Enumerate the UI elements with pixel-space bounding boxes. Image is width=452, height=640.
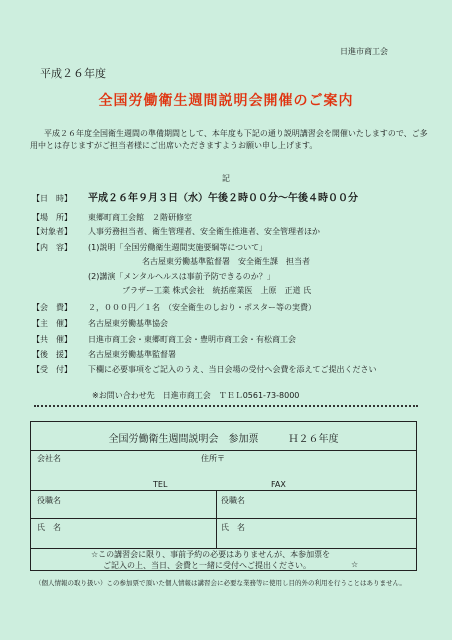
fee-label: 【会 費】 (32, 303, 72, 312)
position-field-1[interactable]: 役職名 (37, 496, 61, 505)
support-label: 【後 援】 (32, 350, 72, 359)
position-field-2[interactable]: 役職名 (221, 496, 245, 505)
target-value: 人事労務担当者、衛生管理者、安全衛生推進者、安全管理者ほか (88, 227, 320, 236)
content-line3: (2)講演「メンタルヘルスは事前予防できるのか？」 (88, 272, 275, 281)
ki-heading: 記 (222, 174, 230, 183)
date-value: 平成２６年９月３日（水）午後２時００分～午後４時００分 (88, 193, 358, 204)
reception-row (32, 364, 432, 404)
date-label: 【日 時】 (32, 194, 72, 203)
form-note-2: ご記入の上、当日、会費と一緒に受付へご提出ください。 (103, 561, 311, 570)
cohost-value: 日進市商工会・東郷町商工会・豊明市商工会・有松商工会 (88, 335, 296, 344)
form-divider (31, 450, 416, 451)
page-title: 全国労働衛生週間説明会開催のご案内 (98, 93, 354, 109)
tel-label[interactable]: TEL (153, 480, 168, 489)
fiscal-year: 平成２６年度 (40, 67, 106, 80)
content-row (32, 242, 432, 298)
reception-label: 【受 付】 (32, 365, 72, 374)
content-label: 【内 容】 (32, 243, 72, 252)
form-divider (31, 490, 416, 491)
intro-text: 平成２６年度全国衛生週間の準備期間として、本年度も下記の通り説明講習会を開催いたしますので、ご多用中とは存じますがご担当者様にご出席いただきますようお願い申し上げます。 (30, 129, 428, 150)
organizer-top: 日進市商工会 (340, 47, 388, 56)
form-column-divider (216, 490, 217, 548)
privacy-note: （個人情報の取り扱い）この参加票で頂いた個人情報は講習会に必要な業務等に使用し目的外の利用を行うことはありません。 (35, 579, 406, 587)
company-label[interactable]: 会社名 (37, 454, 61, 463)
content-line4: ブラザー工業 株式会社 統括産業医 上原 正道 氏 (122, 286, 312, 295)
fax-label[interactable]: FAX (271, 480, 286, 489)
host-value: 名古屋東労働基準協会 (88, 319, 168, 328)
name-field-1[interactable]: 氏 名 (37, 523, 61, 532)
registration-form (30, 421, 417, 571)
reception-line2: ※お問い合わせ先 日進市商工会 ＴＥＬ0561-73-8000 (92, 391, 300, 400)
cohost-label: 【共 催】 (32, 335, 72, 344)
fee-value: ２，０００円／１名 （安全衛生のしおり・ポスター等の実費） (88, 303, 316, 312)
address-label[interactable]: 住所〒 (201, 454, 225, 463)
star-icon: ☆ (351, 560, 359, 569)
target-label: 【対象者】 (32, 227, 72, 236)
cut-line (34, 405, 418, 407)
form-note-1: ☆この講習会に限り、事前予約の必要はありませんが、本参加票を (91, 550, 331, 559)
place-label: 【場 所】 (32, 213, 72, 222)
support-value: 名古屋東労働基準監督署 (88, 350, 176, 359)
name-field-2[interactable]: 氏 名 (221, 523, 245, 532)
form-title: 全国労働衛生週間説明会 参加票 Ｈ２６年度 (108, 434, 339, 445)
host-label: 【主 催】 (32, 319, 72, 328)
form-divider (31, 518, 416, 519)
content-line2: 名古屋東労働基準監督署 安全衛生課 担当者 (142, 257, 310, 266)
place-value: 東郷町商工会館 ２階研修室 (88, 213, 192, 222)
content-line1: (1)説明「全国労働衛生週間実施要綱等について」 (88, 243, 268, 252)
reception-line1: 下欄に必要事項をご記入のうえ、当日会場の受付へ会費を添えてご提出ください (88, 365, 377, 374)
